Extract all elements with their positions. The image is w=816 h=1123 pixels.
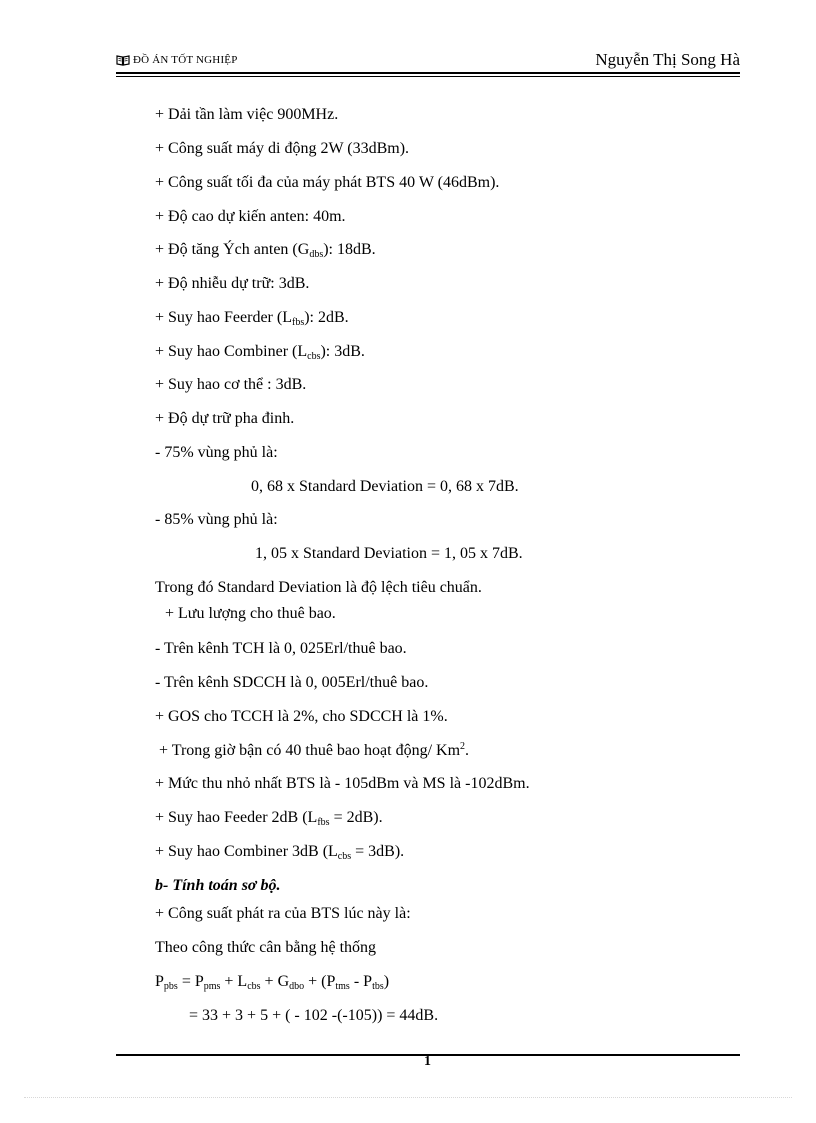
text-segment: + Suy hao Combiner (L xyxy=(155,343,308,360)
section-heading: b- Tính toán sơ bộ. xyxy=(155,877,281,894)
text-segment: ): 3dB. xyxy=(320,343,365,360)
text-line: Trong đó Standard Deviation là độ lệch tiêu chuẩn. xyxy=(155,579,482,596)
text-line: + Độ dự trữ pha đinh. xyxy=(155,410,295,427)
eq-term: + L xyxy=(220,973,248,990)
text-segment: = 3dB). xyxy=(351,843,405,860)
subscript: pms xyxy=(203,981,221,992)
eq-term: + (P xyxy=(304,973,336,990)
text-line: + Dải tần làm việc 900MHz. xyxy=(155,106,339,123)
eq-term: + G xyxy=(260,973,290,990)
header-rule-thick xyxy=(116,72,740,74)
eq-term: - P xyxy=(349,973,373,990)
text-line: + Mức thu nhỏ nhất BTS là - 105dBm và MS là -102dBm. xyxy=(155,775,530,792)
text-line xyxy=(155,240,376,260)
text-segment: . xyxy=(465,742,470,759)
text-line: + Suy hao cơ thể : 3dB. xyxy=(155,376,307,393)
text-segment: ): 18dB. xyxy=(323,241,376,258)
text-line: - Trên kênh SDCCH là 0, 005Erl/thuê bao. xyxy=(155,674,429,691)
subscript: cbs xyxy=(307,351,321,362)
subscript: cbs xyxy=(247,981,261,992)
text-segment: ): 2dB. xyxy=(304,309,349,326)
subscript: tbs xyxy=(372,981,384,992)
text-line: - Trên kênh TCH là 0, 025Erl/thuê bao. xyxy=(155,640,407,657)
eq-term: ) xyxy=(383,973,390,990)
subscript: dbo xyxy=(289,981,305,992)
page-header xyxy=(116,50,740,72)
text-line: + GOS cho TCCH là 2%, cho SDCCH là 1%. xyxy=(155,708,448,725)
text-line xyxy=(155,342,365,362)
text-line: + Công suất phát ra của BTS lúc này là: xyxy=(155,905,411,922)
superscript: 2 xyxy=(460,741,466,752)
eq-term: = P xyxy=(177,973,204,990)
text-line: + Độ nhiễu dự trữ: 3dB. xyxy=(155,275,310,292)
text-line: + Lưu lượng cho thuê bao. xyxy=(165,605,336,622)
text-line: + Công suất tối đa của máy phát BTS 40 W (46dBm). xyxy=(155,174,500,191)
equation-line xyxy=(155,972,389,992)
text-segment: + Trong giờ bận có 40 thuê bao hoạt động/ Km xyxy=(159,742,461,759)
text-line xyxy=(155,842,404,862)
text-segment: + Suy hao Combiner 3dB (L xyxy=(155,843,338,860)
subscript: cbs xyxy=(337,851,352,862)
text-line: + Công suất máy di động 2W (33dBm). xyxy=(155,140,410,157)
header-title: ĐỒ ÁN TỐT NGHIỆP xyxy=(133,54,238,66)
subscript: fbs xyxy=(317,817,330,828)
text-line: - 75% vùng phủ là: xyxy=(155,444,278,461)
header-left xyxy=(116,54,238,66)
open-book-icon xyxy=(116,55,130,66)
text-line xyxy=(155,308,349,328)
page-number: 1 xyxy=(424,1054,431,1069)
subscript: pbs xyxy=(163,981,178,992)
header-author: Nguyễn Thị Song Hà xyxy=(595,50,740,69)
text-segment: + Độ tăng Ých anten (G xyxy=(155,241,310,258)
subscript: fbs xyxy=(291,317,305,328)
text-line: + Độ cao dự kiến anten: 40m. xyxy=(155,208,346,225)
header-rule-thin xyxy=(116,76,740,77)
equation-result: = 33 + 3 + 5 + ( - 102 -(-105)) = 44dB. xyxy=(189,1007,439,1024)
text-line: Theo công thức cân bằng hệ thống xyxy=(155,939,377,956)
formula-line: 0, 68 x Standard Deviation = 0, 68 x 7dB. xyxy=(251,478,519,495)
subscript: tms xyxy=(335,981,350,992)
eq-term: P xyxy=(155,973,164,990)
formula-line: 1, 05 x Standard Deviation = 1, 05 x 7dB. xyxy=(255,545,523,562)
subscript: dbs xyxy=(309,249,324,260)
text-line xyxy=(159,741,469,761)
text-segment: + Suy hao Feerder (L xyxy=(155,309,292,326)
text-line: - 85% vùng phủ là: xyxy=(155,511,278,528)
text-segment: + Suy hao Feeder 2dB (L xyxy=(155,809,318,826)
text-line xyxy=(155,808,383,828)
page-bottom-edge xyxy=(24,1097,792,1098)
text-segment: = 2dB). xyxy=(329,809,383,826)
